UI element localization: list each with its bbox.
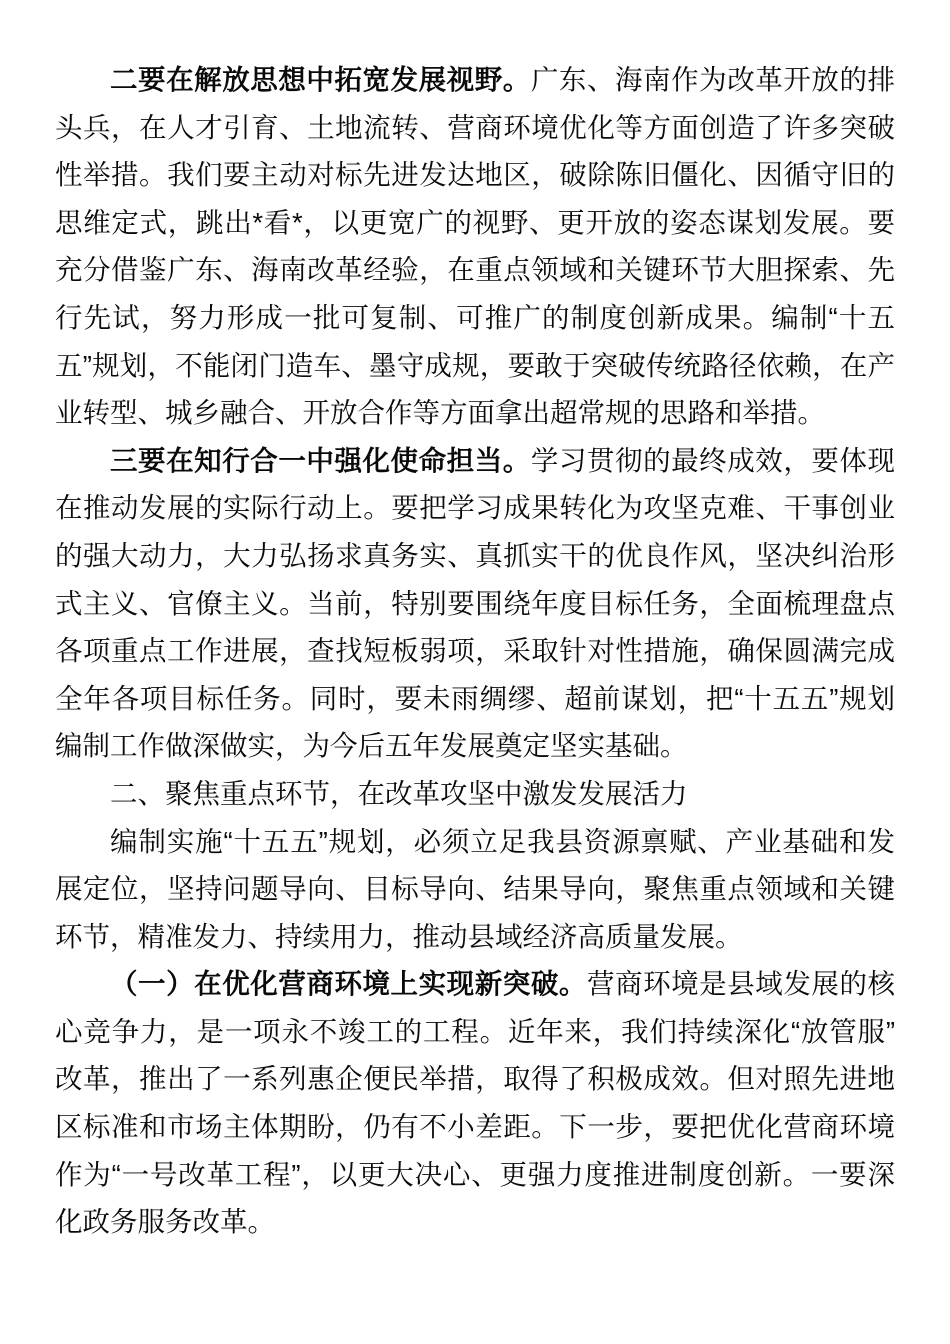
paragraph-text: 编制实施“十五五”规划，必须立足我县资源禀赋、产业基础和发展定位，坚持问题导向、目标导向、结果导向，聚焦重点领域和关键环节，精准发力、持续用力，推动县域经济高质量发展。	[55, 825, 895, 952]
paragraph-text: 广东、海南作为改革开放的排头兵，在人才引育、土地流转、营商环境优化等方面创造了许多突破性举措。我们要主动对标先进发达地区，破除陈旧僵化、因循守旧的思维定式，跳出*看*，以更宽广的视野、更开放的姿态谋划发展。要充分借鉴广东、海南改革经验，在重点领域和关键环节大胆探索、先行先试，努力形成一批可复制、可推广的制度创新成果。编制“十五五”规划，不能闭门造车、墨守成规，要敢于突破传统路径依赖，在产业转型、城乡融合、开放合作等方面拿出超常规的思路和举措。	[55, 64, 896, 429]
paragraph-block	[55, 56, 895, 437]
paragraph-text: 营商环境是县域发展的核心竞争力，是一项永不竣工的工程。近年来，我们持续深化“放管服”改革，推出了一系列惠企便民举措，取得了积极成效。但对照先进地区标准和市场主体期盼，仍有不小差距。下一步，要把优化营商环境作为“一号改革工程”，以更大决心、更强力度推进制度创新。一要深化政务服务改革。	[55, 968, 896, 1238]
paragraph-lead-bold: （一）在优化营商环境上实现新突破。	[110, 968, 587, 1000]
section-heading	[55, 770, 895, 818]
paragraph-block	[55, 818, 895, 961]
section-heading-text: 二、聚焦重点环节，在改革攻坚中激发发展活力	[110, 777, 688, 809]
paragraph-block	[55, 437, 895, 770]
paragraph-lead-bold: 二要在解放思想中拓宽发展视野。	[110, 64, 531, 95]
paragraph-block	[55, 960, 895, 1246]
paragraph-text: 学习贯彻的最终成效，要体现在推动发展的实际行动上。要把学习成果转化为攻坚克难、干事创业的强大动力，大力弘扬求真务实、真抓实干的优良作风，坚决纠治形式主义、官僚主义。当前，特别要围绕年度目标任务，全面梳理盘点各项重点工作进展，查找短板弱项，采取针对性措施，确保圆满完成全年各项目标任务。同时，要未雨绸缪、超前谋划，把“十五五”规划编制工作做深做实，为今后五年发展奠定坚实基础。	[55, 444, 896, 762]
document-body	[55, 56, 895, 1246]
paragraph-lead-bold: 三要在知行合一中强化使命担当。	[110, 444, 531, 476]
